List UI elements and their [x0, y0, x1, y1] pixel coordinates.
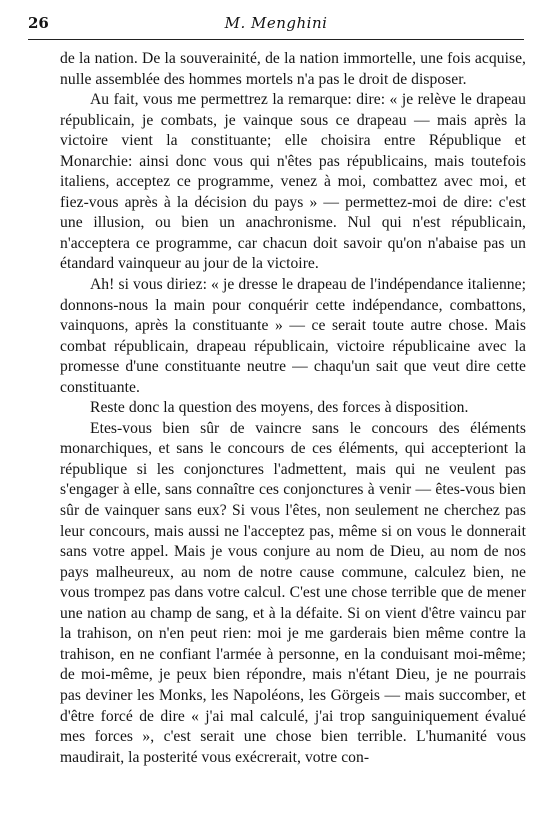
paragraph: Au fait, vous me permettrez la remarque: dire: « je relève le drapeau républicain, je combats, je vainque sous ce drapeau — mais après la victoire vient la constituante; elle choisira entre République et Monarchie: ainsi donc vous qui n'êtes pas républicains, mais toutefois italiens, acceptez ce programme, venez à moi, combattez avec moi, et fiez-vous après à la décision du pays » — permettez-moi de dire: c'est une illusion, ou bien un anachronisme. Nul qui n'est républicain, n'acceptera ce programme, car chacun doit savoir qu'on n'abaise pas un étandard vainqueur au jour de la victoire. — [60, 91, 526, 273]
paragraph: Etes-vous bien sûr de vaincre sans le concours des éléments monarchiques, et sans le concours de ces éléments, qui accepteriont la république si les conjonctures l'admettent, mais qui ne veulent pas s'engager à elle, sans connaître ces conjonctures à venir — êtes-vous bien sûr de vainquer sans eux? Si vous l'êtes, non seulement ne cherchez pas leur concours, mais aussi ne l'acceptez pas, même si on vous le donnerait sans votre appel. Mais je vous conjure au nom de Dieu, au nom de nos pays malheureux, au nom de notre cause commune, calculez bien, ne vous trompez pas dans votre calcul. C'est une chose terrible que de mener une nation au champ de sang, et à la défaite. Si on vient d'être vaincu par la trahison, on n'en peut rien: moi je me garderais bien même contre la trahison, en ne confiant l'armée à personne, en la conduisant moi-même; de moi-même, je peux bien répondre, mais n'étant Dieu, je ne pourrais pas deviner les Monks, les Napoléons, les Görgeis — mais succomber, et d'être forcé de dire « j'ai mal calculé, j'ai trop sanguiniquement évalué mes forces », c'est serait une chose bien terrible. L'humanité vous maudirait, la posterité vous exécrerait, votre con- — [60, 419, 526, 766]
body-text — [60, 49, 526, 768]
running-head: M. Menghini — [224, 14, 328, 32]
paragraph: Ah! si vous diriez: « je dresse le drapeau de l'indépendance italienne; donnons-nous la main pour conquérir cette indépendance, combattons, vainquons, après la constituante » — ce serait toute autre chose. Mais combat républicain, drapeau républicain, victoire républicaine avec la promesse d'une constituante neutre — chaqu'un sait que veut dire cette constituante. — [60, 276, 526, 396]
page-header — [28, 14, 524, 38]
page-number: 26 — [28, 14, 49, 32]
paragraph: Reste donc la question des moyens, des forces à disposition. — [90, 399, 469, 417]
header-rule — [28, 39, 524, 40]
paragraph: de la nation. De la souverainité, de la nation immortelle, une fois acquise, nulle assemblée des hommes mortels n'a pas le droit de disposer. — [60, 50, 526, 88]
